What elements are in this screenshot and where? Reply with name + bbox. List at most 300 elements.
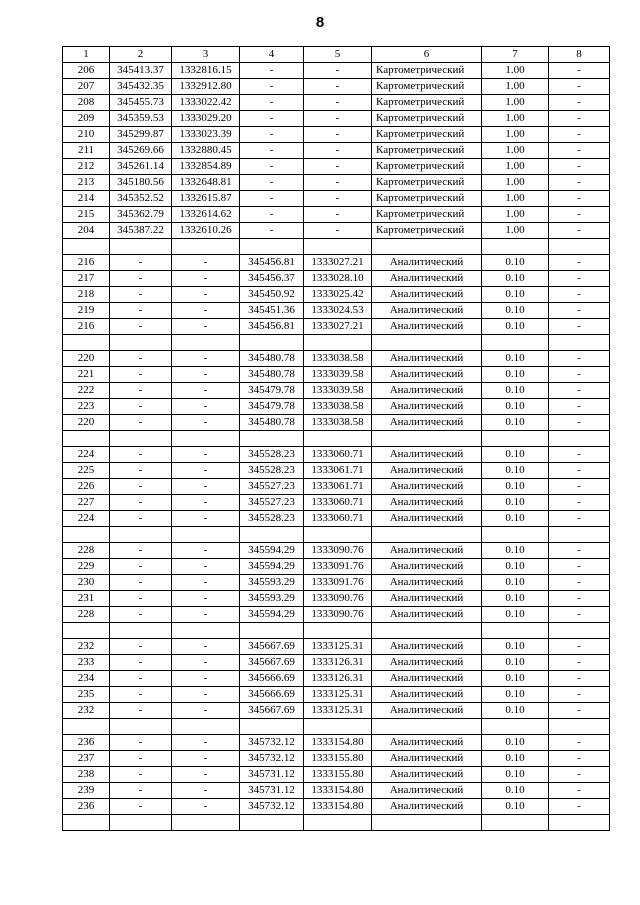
table-row [63, 479, 610, 495]
table-cell [240, 431, 304, 447]
table-cell: - [549, 639, 610, 655]
table-cell: Аналитический [372, 783, 482, 799]
table-row [63, 447, 610, 463]
table-cell: - [549, 463, 610, 479]
table-cell [172, 719, 240, 735]
table-cell: - [549, 175, 610, 191]
table-cell: 0.10 [482, 383, 549, 399]
table-cell: 228 [63, 543, 110, 559]
table-cell [549, 431, 610, 447]
table-cell: 1.00 [482, 111, 549, 127]
table-cell: Аналитический [372, 543, 482, 559]
table-cell: Аналитический [372, 591, 482, 607]
table-cell [482, 527, 549, 543]
table-cell: 0.10 [482, 495, 549, 511]
table-cell [549, 239, 610, 255]
table-cell: - [110, 351, 172, 367]
table-cell: 220 [63, 351, 110, 367]
table-cell [110, 623, 172, 639]
table-cell: 1333061.71 [304, 479, 372, 495]
table-cell: - [549, 223, 610, 239]
table-cell: Аналитический [372, 479, 482, 495]
table-cell: 345593.29 [240, 591, 304, 607]
table-cell [63, 815, 110, 831]
table-cell [304, 239, 372, 255]
table-cell: - [172, 303, 240, 319]
table-cell: 0.10 [482, 415, 549, 431]
table-cell: - [110, 639, 172, 655]
table-cell: 1333060.71 [304, 495, 372, 511]
table-cell: - [549, 207, 610, 223]
table-cell: 1.00 [482, 159, 549, 175]
table-cell: 0.10 [482, 399, 549, 415]
table-row [63, 143, 610, 159]
table-cell: - [304, 143, 372, 159]
table-cell: - [110, 703, 172, 719]
table-cell: Аналитический [372, 639, 482, 655]
table-cell: 345180.56 [110, 175, 172, 191]
table-cell: - [549, 479, 610, 495]
table-cell: - [110, 479, 172, 495]
table-cell [63, 335, 110, 351]
table-cell: 1333027.21 [304, 255, 372, 271]
table-cell [549, 719, 610, 735]
table-cell [240, 719, 304, 735]
table-cell: - [549, 751, 610, 767]
table-cell: - [172, 687, 240, 703]
table-cell: - [304, 207, 372, 223]
table-cell: - [172, 479, 240, 495]
table-cell: - [110, 463, 172, 479]
table-cell: - [549, 799, 610, 815]
table-cell: 227 [63, 495, 110, 511]
table-cell: 224 [63, 447, 110, 463]
table-cell: - [110, 687, 172, 703]
table-row [63, 399, 610, 415]
table-cell: Картометрический [372, 63, 482, 79]
table-cell [110, 239, 172, 255]
table-row [63, 255, 610, 271]
column-header: 7 [482, 47, 549, 63]
table-row [63, 607, 610, 623]
table-row [63, 127, 610, 143]
table-cell: - [110, 287, 172, 303]
table-cell: - [304, 95, 372, 111]
table-cell: 1332610.26 [172, 223, 240, 239]
table-cell [372, 527, 482, 543]
table-cell: 1333125.31 [304, 703, 372, 719]
table-cell: 345432.35 [110, 79, 172, 95]
table-cell: 1.00 [482, 223, 549, 239]
table-cell: 345455.73 [110, 95, 172, 111]
table-cell: 1333154.80 [304, 735, 372, 751]
table-cell: 0.10 [482, 351, 549, 367]
table-cell: - [110, 751, 172, 767]
table-cell: - [172, 735, 240, 751]
table-cell: - [549, 447, 610, 463]
table-cell [482, 431, 549, 447]
table-cell: 0.10 [482, 575, 549, 591]
table-cell: 345456.81 [240, 255, 304, 271]
table-cell: 345387.22 [110, 223, 172, 239]
table-cell: - [240, 191, 304, 207]
table-cell: Картометрический [372, 159, 482, 175]
table-cell [63, 527, 110, 543]
table-cell: 345299.87 [110, 127, 172, 143]
table-cell: Картометрический [372, 95, 482, 111]
table-cell: - [240, 63, 304, 79]
table-cell [172, 335, 240, 351]
table-cell: 1333090.76 [304, 607, 372, 623]
table-cell: 345527.23 [240, 495, 304, 511]
table-cell: 0.10 [482, 255, 549, 271]
table-cell: - [172, 287, 240, 303]
table-cell: 345480.78 [240, 367, 304, 383]
table-cell: 1332614.62 [172, 207, 240, 223]
table-cell: 236 [63, 799, 110, 815]
table-cell: Аналитический [372, 271, 482, 287]
table-cell: 209 [63, 111, 110, 127]
table-cell: 345594.29 [240, 607, 304, 623]
table-cell: 345479.78 [240, 399, 304, 415]
table-cell: - [172, 271, 240, 287]
table-cell: - [172, 703, 240, 719]
table-cell: 345480.78 [240, 351, 304, 367]
table-row [63, 735, 610, 751]
table-cell: 345731.12 [240, 767, 304, 783]
table-cell: - [240, 143, 304, 159]
table-cell: 1333126.31 [304, 671, 372, 687]
table-cell: - [549, 591, 610, 607]
table-cell: 231 [63, 591, 110, 607]
table-cell: 0.10 [482, 639, 549, 655]
table-row [63, 655, 610, 671]
table-cell [110, 335, 172, 351]
table-row [63, 159, 610, 175]
spacer-row [63, 335, 610, 351]
table-cell: - [549, 543, 610, 559]
table-header-row [63, 47, 610, 63]
table-cell [549, 815, 610, 831]
column-header: 4 [240, 47, 304, 63]
column-header: 8 [549, 47, 610, 63]
table-cell: 1333091.76 [304, 559, 372, 575]
table-cell: 237 [63, 751, 110, 767]
table-cell: 345261.14 [110, 159, 172, 175]
page-number: 8 [315, 14, 325, 31]
table-row [63, 687, 610, 703]
table-row [63, 559, 610, 575]
table-cell: 216 [63, 319, 110, 335]
table-cell: - [110, 767, 172, 783]
column-header: 6 [372, 47, 482, 63]
table-cell: 208 [63, 95, 110, 111]
table-cell [110, 719, 172, 735]
table-cell: 239 [63, 783, 110, 799]
coordinates-table [62, 46, 610, 831]
table-cell: - [110, 415, 172, 431]
table-cell: - [304, 111, 372, 127]
table-cell: 1333126.31 [304, 655, 372, 671]
table-cell [110, 527, 172, 543]
table-cell [372, 623, 482, 639]
table-cell: - [110, 271, 172, 287]
table-cell: Аналитический [372, 367, 482, 383]
table-cell: 238 [63, 767, 110, 783]
table-cell: - [304, 127, 372, 143]
table-cell [63, 623, 110, 639]
table-cell [240, 239, 304, 255]
table-cell: - [549, 159, 610, 175]
table-cell: 1333023.39 [172, 127, 240, 143]
table-cell: - [110, 575, 172, 591]
table-cell: Картометрический [372, 191, 482, 207]
table-cell: - [549, 79, 610, 95]
table-cell: 345594.29 [240, 543, 304, 559]
table-cell: 1.00 [482, 175, 549, 191]
table-cell: 210 [63, 127, 110, 143]
table-cell [240, 815, 304, 831]
table-cell: 345456.37 [240, 271, 304, 287]
table-cell: 1333028.10 [304, 271, 372, 287]
table-cell: - [549, 607, 610, 623]
table-cell: Аналитический [372, 447, 482, 463]
table-cell: - [110, 367, 172, 383]
table-cell: - [549, 767, 610, 783]
table-cell: - [549, 111, 610, 127]
table-cell: 236 [63, 735, 110, 751]
table-cell: - [549, 415, 610, 431]
table-row [63, 703, 610, 719]
spacer-row [63, 815, 610, 831]
table-cell: - [110, 543, 172, 559]
table-cell: 212 [63, 159, 110, 175]
table-cell: - [172, 367, 240, 383]
table-cell: 345456.81 [240, 319, 304, 335]
table-cell [304, 527, 372, 543]
table-cell: - [172, 767, 240, 783]
table-cell: 345732.12 [240, 735, 304, 751]
table-cell: - [172, 591, 240, 607]
table-cell: 0.10 [482, 543, 549, 559]
table-cell: - [110, 303, 172, 319]
table-cell: 345732.12 [240, 799, 304, 815]
table-cell: Аналитический [372, 671, 482, 687]
table-row [63, 511, 610, 527]
table-cell: 345359.53 [110, 111, 172, 127]
table-cell: 218 [63, 287, 110, 303]
table-cell: - [304, 175, 372, 191]
table-cell: - [172, 415, 240, 431]
table-cell: - [172, 671, 240, 687]
table-cell: - [172, 639, 240, 655]
table-cell: 0.10 [482, 463, 549, 479]
table-cell: - [549, 143, 610, 159]
table-cell: - [110, 319, 172, 335]
table-cell: 1333060.71 [304, 511, 372, 527]
table-cell: 0.10 [482, 271, 549, 287]
table-cell: 1333090.76 [304, 543, 372, 559]
table-cell: - [549, 559, 610, 575]
table-cell: - [304, 191, 372, 207]
table-cell: 345594.29 [240, 559, 304, 575]
table-cell: 216 [63, 255, 110, 271]
table-row [63, 319, 610, 335]
table-cell: Аналитический [372, 399, 482, 415]
table-cell: - [549, 399, 610, 415]
table-cell: 233 [63, 655, 110, 671]
table-row [63, 95, 610, 111]
table-cell: Аналитический [372, 511, 482, 527]
table-cell: Аналитический [372, 703, 482, 719]
table-cell: - [172, 783, 240, 799]
table-cell: Аналитический [372, 415, 482, 431]
table-cell: 345593.29 [240, 575, 304, 591]
table-cell: - [549, 367, 610, 383]
table-cell: 204 [63, 223, 110, 239]
table-row [63, 191, 610, 207]
table-cell: - [240, 175, 304, 191]
table-cell: 345666.69 [240, 671, 304, 687]
table-cell [549, 623, 610, 639]
table-cell: 211 [63, 143, 110, 159]
spacer-row [63, 527, 610, 543]
table-cell: - [110, 591, 172, 607]
table-cell: - [549, 287, 610, 303]
table-cell [304, 335, 372, 351]
table-cell: - [240, 223, 304, 239]
table-cell: - [549, 127, 610, 143]
table-cell: 1333039.58 [304, 383, 372, 399]
table-cell: 345269.66 [110, 143, 172, 159]
table-cell: - [110, 447, 172, 463]
table-cell [240, 623, 304, 639]
spacer-row [63, 719, 610, 735]
table-cell: 217 [63, 271, 110, 287]
table-cell: 1333038.58 [304, 351, 372, 367]
table-cell [172, 815, 240, 831]
table-cell: 345666.69 [240, 687, 304, 703]
table-cell: 1333024.53 [304, 303, 372, 319]
table-cell: 345731.12 [240, 783, 304, 799]
table-cell: - [304, 159, 372, 175]
table-cell: - [172, 319, 240, 335]
column-header: 5 [304, 47, 372, 63]
table-cell: - [172, 495, 240, 511]
table-cell: 0.10 [482, 687, 549, 703]
table-cell [372, 815, 482, 831]
table-cell: 1333038.58 [304, 399, 372, 415]
table-cell: 222 [63, 383, 110, 399]
table-cell: - [549, 703, 610, 719]
table-cell: 0.10 [482, 559, 549, 575]
table-row [63, 671, 610, 687]
table-cell: 1333038.58 [304, 415, 372, 431]
table-cell: 345479.78 [240, 383, 304, 399]
table-cell: - [240, 111, 304, 127]
table-cell: 1333155.80 [304, 767, 372, 783]
table-row [63, 303, 610, 319]
table-cell: 235 [63, 687, 110, 703]
table-cell: - [304, 223, 372, 239]
table-cell [110, 815, 172, 831]
table-cell: 345527.23 [240, 479, 304, 495]
table-cell: 226 [63, 479, 110, 495]
table-cell: 225 [63, 463, 110, 479]
table-cell: 0.10 [482, 479, 549, 495]
table-cell: 345528.23 [240, 447, 304, 463]
table-cell: - [240, 207, 304, 223]
table-cell: Аналитический [372, 735, 482, 751]
table-cell: - [549, 783, 610, 799]
table-cell: - [549, 63, 610, 79]
table-cell [372, 719, 482, 735]
table-cell: 229 [63, 559, 110, 575]
table-row [63, 639, 610, 655]
table-cell: 1333154.80 [304, 799, 372, 815]
table-cell: 0.10 [482, 367, 549, 383]
table-row [63, 783, 610, 799]
table-cell: - [240, 95, 304, 111]
table-cell: - [549, 495, 610, 511]
table-cell [172, 527, 240, 543]
table-row [63, 79, 610, 95]
table-cell: Аналитический [372, 799, 482, 815]
table-row [63, 415, 610, 431]
table-cell: - [240, 127, 304, 143]
table-cell: Аналитический [372, 287, 482, 303]
table-cell: - [549, 687, 610, 703]
table-cell: 1333125.31 [304, 687, 372, 703]
table-cell: 1333022.42 [172, 95, 240, 111]
table-cell: - [172, 575, 240, 591]
table-row [63, 111, 610, 127]
table-cell: 0.10 [482, 703, 549, 719]
table-cell: - [110, 559, 172, 575]
table-row [63, 751, 610, 767]
table-cell: 0.10 [482, 447, 549, 463]
column-header: 3 [172, 47, 240, 63]
table-cell: 0.10 [482, 767, 549, 783]
spacer-row [63, 431, 610, 447]
table-cell: - [549, 319, 610, 335]
table-cell: - [549, 671, 610, 687]
table-cell: 0.10 [482, 591, 549, 607]
table-cell: 345362.79 [110, 207, 172, 223]
table-cell: 1.00 [482, 79, 549, 95]
table-cell [240, 527, 304, 543]
table-cell: 345732.12 [240, 751, 304, 767]
table-cell: Аналитический [372, 319, 482, 335]
table-row [63, 799, 610, 815]
table-cell: 345667.69 [240, 703, 304, 719]
table-cell: Аналитический [372, 495, 482, 511]
table-cell: 228 [63, 607, 110, 623]
table-cell: - [110, 255, 172, 271]
table-cell [304, 719, 372, 735]
table-row [63, 367, 610, 383]
table-cell: 345667.69 [240, 655, 304, 671]
table-row [63, 223, 610, 239]
table-cell: - [549, 735, 610, 751]
table-cell: 1333039.58 [304, 367, 372, 383]
table-cell [372, 239, 482, 255]
table-cell: Аналитический [372, 255, 482, 271]
table-row [63, 575, 610, 591]
table-row [63, 207, 610, 223]
table-cell: 1333155.80 [304, 751, 372, 767]
table-cell: 1.00 [482, 63, 549, 79]
